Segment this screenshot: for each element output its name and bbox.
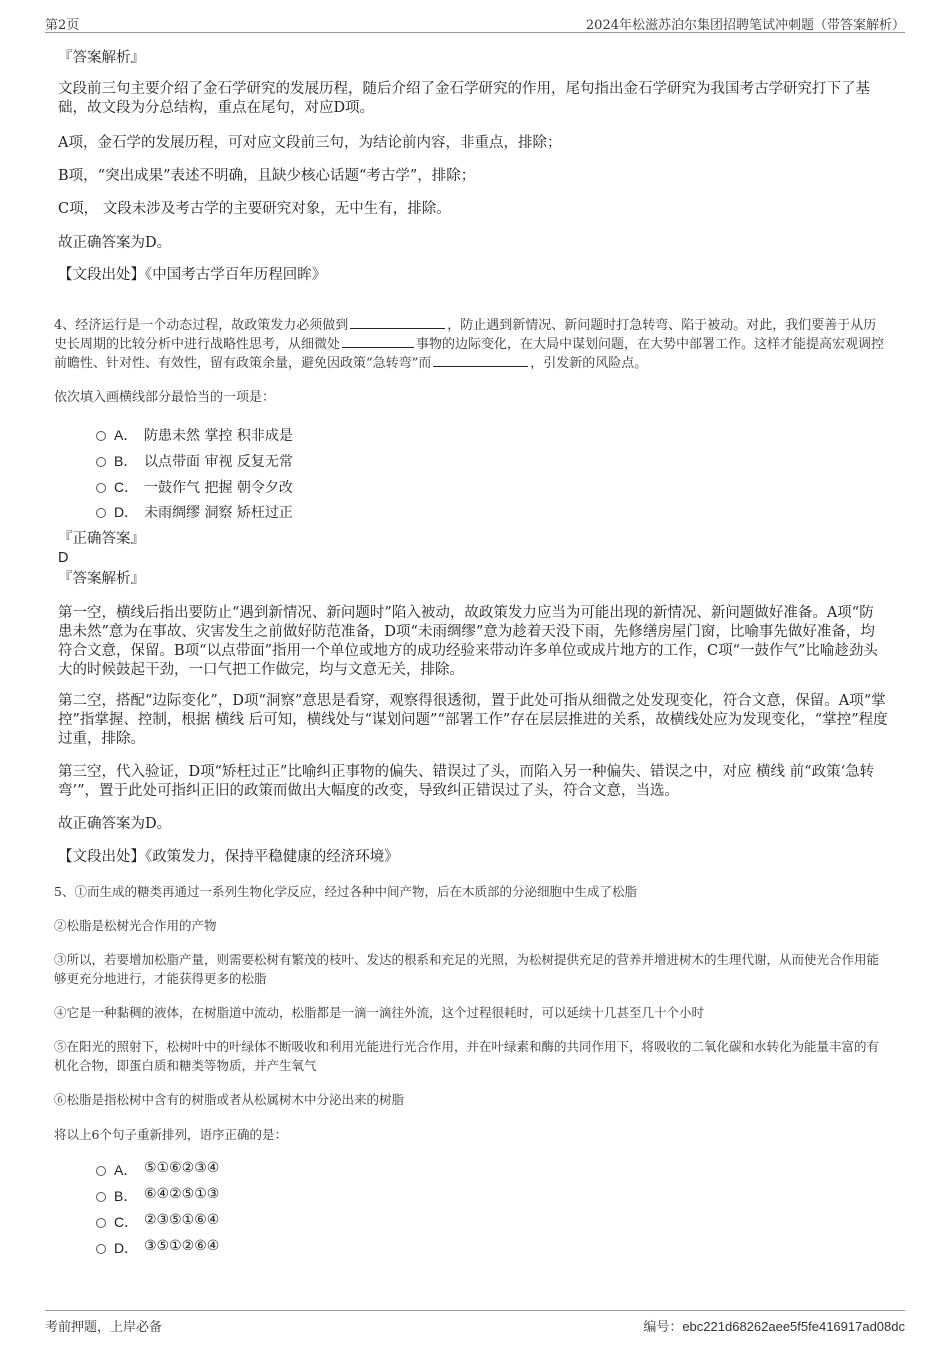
radio-icon[interactable] [96, 483, 106, 493]
q4-analysis-label: 『答案解析』 [58, 571, 145, 587]
q4-analysis-p2: 第二空，搭配“边际变化”，D项“洞察”意思是看穿，观察得很透彻，置于此处可指从细微之处发现变化，符合文意，保留。A项“掌控”指掌握、控制，根据 横线 后可知，横线处与“谋划问题”“部署工作”存在层层推进的关系，故横线处应为发现变化，“掌控”程度过重，排除。 [58, 693, 888, 747]
q5-sentence-2: ②松脂是松树光合作用的产物 [54, 918, 217, 933]
q3-analysis-p4: C项， 文段未涉及考古学的主要研究对象，无中生有，排除。 [58, 201, 451, 217]
radio-icon[interactable] [96, 508, 106, 518]
q4-source: 【文段出处】《政策发力，保持平稳健康的经济环境》 [58, 849, 399, 865]
radio-icon[interactable] [96, 1218, 106, 1228]
q3-analysis-p1: 文段前三句主要介绍了金石学研究的发展历程，随后介绍了金石学研究的作用，尾句指出金石学研究为我国考古学研究打下了基础，故文段为分总结构，重点在尾句，对应D项。 [58, 81, 870, 116]
q5-sentence-4: ④它是一种黏稠的液体，在树脂道中流动，松脂都是一滴一滴往外流，这个过程很耗时，可以延续十几甚至几十个小时 [54, 1005, 705, 1020]
q4-answer-label: 『正确答案』 [58, 531, 145, 547]
fill-blank-2 [342, 335, 414, 348]
page-footer [45, 1310, 905, 1333]
q3-source: 【文段出处】《中国考古学百年历程回眸》 [58, 267, 327, 283]
q3-analysis-label: 『答案解析』 [58, 50, 145, 66]
radio-icon[interactable] [96, 1244, 106, 1254]
q4-analysis-p3: 第三空，代入验证，D项“矫枉过正”比喻纠正事物的偏失、错误过了头，而陷入另一种偏失、错误之中，对应 横线 前“政策‘急转弯’”，置于此处可指纠正旧的政策而做出大幅度的改变，导致纠正错误过了头，符合文意，当选。 [58, 764, 875, 799]
page-number: 第2页 [45, 18, 80, 33]
q5-instruction: 将以上6个句子重新排列，语序正确的是： [54, 1127, 287, 1142]
q5-sentence-6: ⑥松脂是指松树中含有的树脂或者从松属树木中分泌出来的树脂 [54, 1092, 405, 1107]
radio-icon[interactable] [96, 1192, 106, 1202]
page-header [45, 10, 905, 33]
radio-icon[interactable] [96, 457, 106, 467]
radio-icon[interactable] [96, 1166, 106, 1176]
q5-sentence-5: ⑤在阳光的照射下，松树叶中的叶绿体不断吸收和利用光能进行光合作用，并在叶绿素和酶的共同作用下，将吸收的二氧化碳和水转化为能量丰富的有机化合物，即蛋白质和糖类等物质，并产生氧气 [54, 1039, 880, 1073]
radio-icon[interactable] [96, 431, 106, 441]
q4-answer-line: 故正确答案为D。 [58, 816, 172, 832]
document-code: 编号：ebc221d68262aee5f5fe416917ad08dc [643, 1319, 905, 1335]
q4-stem: 4、经济运行是一个动态过程，故政策发力必须做到 ，防止遇到新情况、新问题时打急转弯、陷于被动。对此，我们要善于从历史长周期的比较分析中进行战略性思考，从细微处 事物的边际变化，在大局中谋划问题，在大势中部署工作。这样才能提高宏观调控前瞻性、针对性、有效性，留有政策余量，避免因政策“急转弯”而 ，引发新的风险点。 [54, 318, 885, 371]
q4-answer: D [58, 550, 69, 566]
q5-sentence-3: ③所以，若要增加松脂产量，则需要松树有繁茂的枝叶、发达的根系和充足的光照，为松树提供充足的营养并增进树木的生理代谢，从而使光合作用能够更充分地进行，才能获得更多的松脂 [54, 952, 880, 986]
document-title: 2024年松滋苏泊尔集团招聘笔试冲刺题（带答案解析） [585, 18, 905, 33]
q4-analysis-p1: 第一空，横线后指出要防止“遇到新情况、新问题时”陷入被动，故政策发力应当为可能出现的新情况、新问题做好准备。A项“防患未然”意为在事故、灾害发生之前做好防范准备，D项“未雨绸缪”意为趁着天没下雨，先修缮房屋门窗，比喻事先做好准备，均符合文意，保留。B项“以点带面”指用一个单位或地方的成功经验来带动许多单位或成片地方的工作，C项“一鼓作气”比喻趁劲头大的时候鼓起干劲，一口气把工作做完，均与文意无关，排除。 [58, 605, 878, 678]
footer-slogan: 考前押题，上岸必备 [45, 1320, 163, 1335]
fill-blank-1 [350, 316, 445, 329]
q3-answer-line: 故正确答案为D。 [58, 235, 172, 251]
q5-sentence-1: 5、①而生成的糖类再通过一系列生物化学反应，经过各种中间产物，后在木质部的分泌细胞中生成了松脂 [54, 884, 637, 899]
fill-blank-3 [433, 354, 528, 367]
q3-analysis-p3: B项，“突出成果”表述不明确，且缺少核心话题“考古学”，排除； [58, 168, 476, 184]
q4-instruction: 依次填入画横线部分最恰当的一项是： [54, 390, 276, 405]
q3-analysis-p2: A项，金石学的发展历程，可对应文段前三句，为结论前内容，非重点，排除； [58, 135, 562, 151]
